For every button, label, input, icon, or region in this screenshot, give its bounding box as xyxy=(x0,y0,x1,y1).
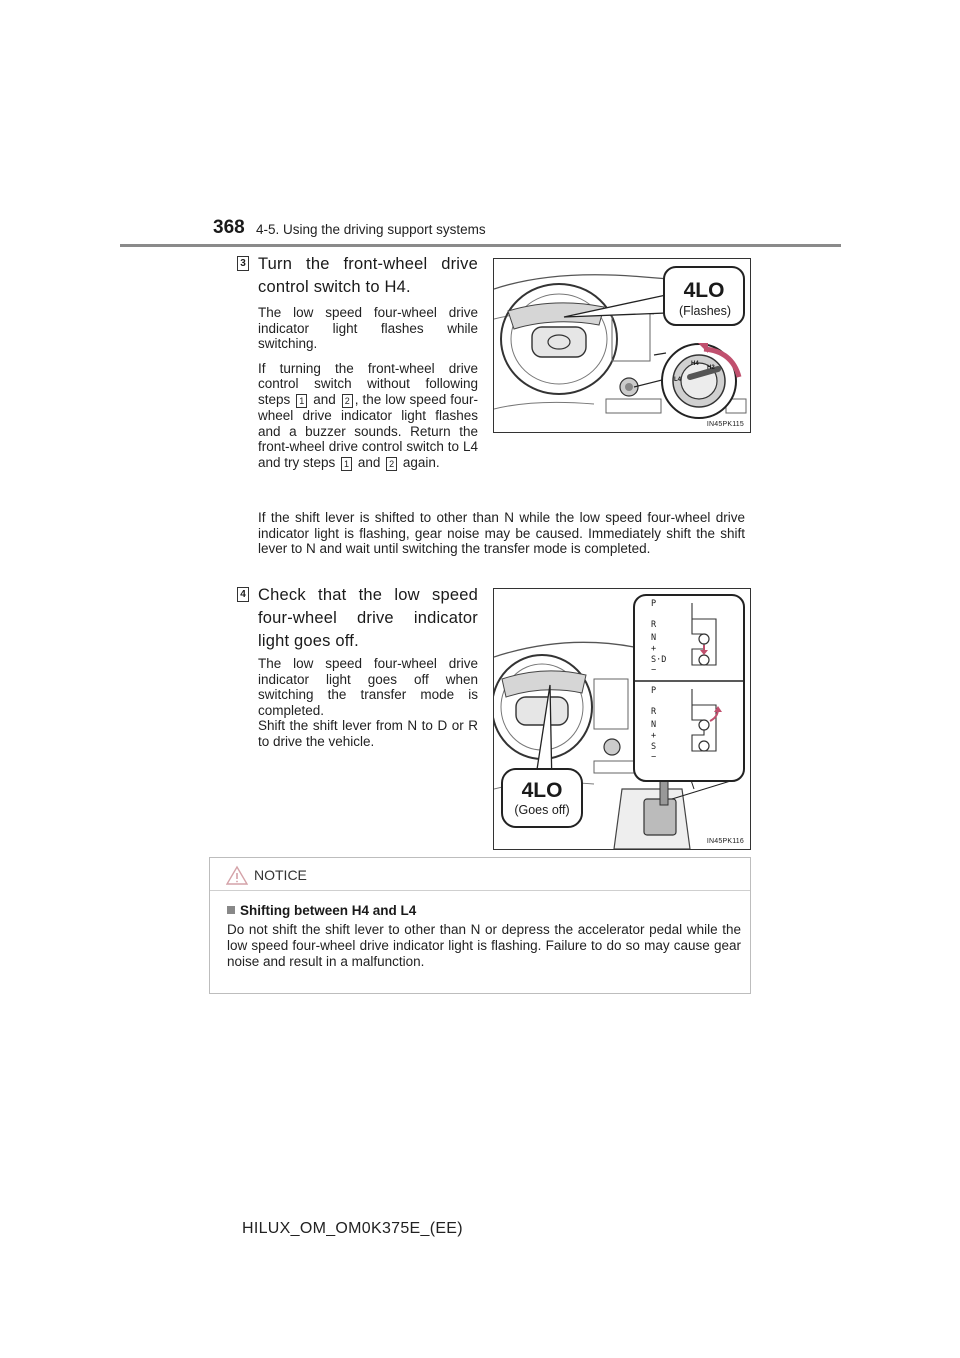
gate-label-plus: + xyxy=(651,730,657,741)
step-4-body xyxy=(258,656,478,750)
step-3-paragraph-1: The low speed four-wheel drive indicator light flashes while switching. xyxy=(258,305,478,352)
callout-flashes: (Flashes) xyxy=(678,304,732,318)
notice-title: NOTICE xyxy=(254,867,307,883)
notice-header xyxy=(210,858,750,891)
gate-label-p: P xyxy=(651,686,657,696)
square-bullet-icon xyxy=(227,906,235,914)
step-ref-2: 2 xyxy=(386,457,397,471)
figure-code: IN45PK116 xyxy=(706,838,744,845)
gate-label-minus: − xyxy=(651,752,657,763)
gate-label-p: P xyxy=(651,599,657,609)
notice-box xyxy=(209,857,751,994)
header-rule xyxy=(120,244,841,247)
step-4-heading: Check that the low speed four-wheel drive indicator light goes off. xyxy=(258,586,478,650)
notice-body: Do not shift the shift lever to other than N or depress the accelerator pedal while the low speed four-wheel drive indicator light is flashing. Failure to do so may cause gear noise and result in a malfunction. xyxy=(227,922,741,970)
gate-label-minus: − xyxy=(651,665,657,676)
callout-4lo: 4LO xyxy=(521,779,563,802)
step-ref-1: 1 xyxy=(341,457,352,471)
step-number-4: 4 xyxy=(237,587,249,602)
gate-label-sd: S·D xyxy=(651,654,667,665)
figure-shift-gate xyxy=(493,588,751,850)
step-4-paragraph-1: The low speed four-wheel drive indicator light goes off when switching the transfer mode is completed. xyxy=(258,656,478,718)
step-3-paragraph-2: If turning the front-wheel drive control switch without following steps 1 and 2 , the low speed four-wheel drive indicator light flashes and a buzzer sounds. Return the front-wheel drive control switch to L4 and try steps 1 and 2 again. xyxy=(258,360,478,470)
step-ref-1: 1 xyxy=(296,394,307,408)
gate-label-plus: + xyxy=(651,643,657,654)
gate-upper-labels xyxy=(651,599,671,676)
gate-label-r: R xyxy=(651,706,657,717)
warning-triangle-icon xyxy=(226,865,248,885)
gate-lower-labels xyxy=(651,686,671,763)
figure-front-wheel-switch xyxy=(493,258,751,433)
callout-4lo: 4LO xyxy=(683,279,725,302)
document-code: HILUX_OM_OM0K375E_(EE) xyxy=(242,1220,463,1237)
gate-label-r: R xyxy=(651,619,657,630)
gate-label-n: N xyxy=(651,633,657,644)
switch-label-h4: H4 xyxy=(691,361,699,367)
shift-lever-note: If the shift lever is shifted to other than N while the low speed four-wheel drive indicator light is flashing, gear noise may be caused. Immediately shift the shift lever to N and wait until switching the transfer mode is completed. xyxy=(258,510,745,557)
switch-label-l4: L4 xyxy=(674,377,682,383)
step-number-3: 3 xyxy=(237,256,249,271)
step-4-paragraph-2: Shift the shift lever from N to D or R to drive the vehicle. xyxy=(258,718,478,749)
section-title: 4-5. Using the driving support systems xyxy=(256,222,486,237)
callout-goes-off: (Goes off) xyxy=(514,803,570,817)
step-3-body xyxy=(258,305,478,480)
page-number: 368 xyxy=(213,217,245,238)
step-ref-2: 2 xyxy=(342,394,353,408)
switch-label-h2: H2 xyxy=(707,365,715,371)
gate-label-n: N xyxy=(651,720,657,731)
figure-code: IN45PK115 xyxy=(706,421,744,428)
gate-label-s: S xyxy=(651,741,657,752)
notice-subheading: Shifting between H4 and L4 xyxy=(227,903,416,918)
step-3-heading: Turn the front-wheel drive control switch to H4. xyxy=(258,255,478,296)
